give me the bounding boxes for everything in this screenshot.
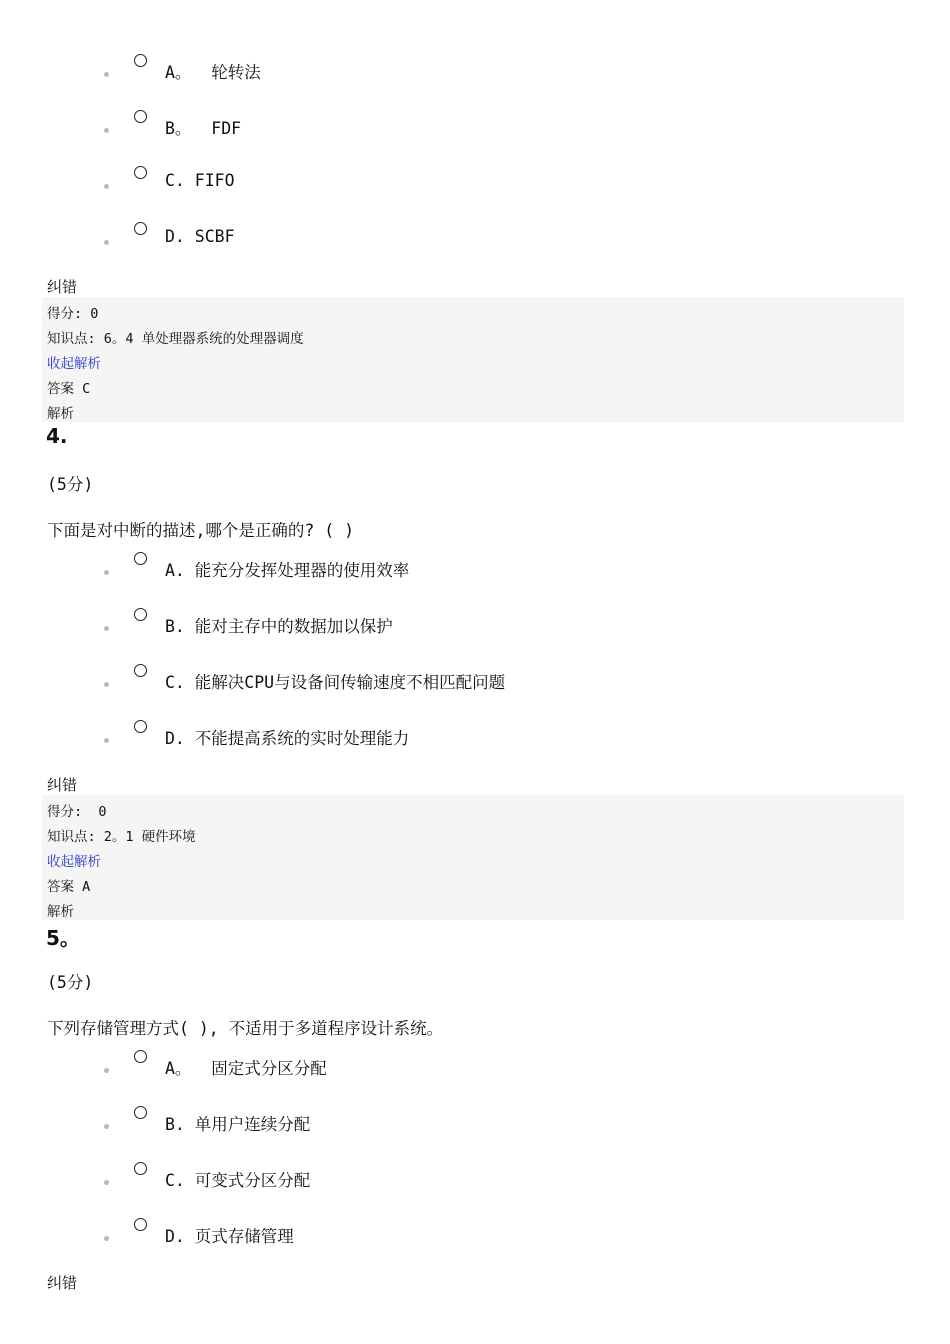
q4-option-c[interactable] [104, 672, 804, 702]
q5-option-d[interactable] [104, 1226, 804, 1256]
radio-button[interactable] [134, 1050, 147, 1063]
q3-answer: 答案 C [47, 381, 91, 397]
q3-result-panel [42, 297, 904, 422]
q4-analysis: 解析 [47, 904, 74, 920]
radio-button[interactable] [134, 1106, 147, 1119]
q4-points: (5分) [47, 475, 94, 494]
q4-correction-link[interactable]: 纠错 [47, 776, 78, 794]
radio-button[interactable] [134, 54, 147, 67]
q3-option-c[interactable] [104, 171, 804, 204]
option-label: C. FIFO [165, 171, 235, 190]
option-label: A. 能充分发挥处理器的使用效率 [165, 561, 410, 580]
q4-answer: 答案 A [47, 879, 91, 895]
q3-score: 得分: 0 [47, 306, 99, 322]
q3-option-a[interactable] [104, 62, 804, 92]
bullet-icon [104, 240, 109, 245]
q3-option-b[interactable] [104, 118, 804, 148]
option-label: D. 页式存储管理 [165, 1227, 294, 1246]
q4-number: 4. [46, 424, 68, 448]
q4-option-a[interactable] [104, 560, 804, 590]
q3-analysis: 解析 [47, 406, 74, 422]
q3-option-d[interactable] [104, 227, 804, 260]
radio-button[interactable] [134, 1162, 147, 1175]
q5-option-a[interactable] [104, 1058, 804, 1088]
radio-button[interactable] [134, 1218, 147, 1231]
bullet-icon [104, 570, 109, 575]
q5-question-text: 下列存储管理方式( ), 不适用于多道程序设计系统。 [47, 1019, 444, 1038]
bullet-icon [104, 1068, 109, 1073]
radio-button[interactable] [134, 608, 147, 621]
bullet-icon [104, 72, 109, 77]
bullet-icon [104, 1124, 109, 1129]
q4-question-text: 下面是对中断的描述,哪个是正确的? ( ) [47, 521, 355, 540]
q3-correction-link[interactable]: 纠错 [47, 278, 78, 296]
bullet-icon [104, 128, 109, 133]
option-label: B。 FDF [165, 119, 242, 138]
option-label: C. 能解决CPU与设备间传输速度不相匹配问题 [165, 673, 506, 692]
option-label: C. 可变式分区分配 [165, 1171, 311, 1190]
q4-knowledge-point: 知识点: 2。1 硬件环境 [47, 829, 196, 845]
option-label: B. 单用户连续分配 [165, 1115, 311, 1134]
q3-collapse-analysis-link[interactable]: 收起解析 [47, 356, 101, 372]
radio-button[interactable] [134, 222, 147, 235]
q5-correction-link[interactable]: 纠错 [47, 1274, 78, 1292]
q5-number: 5。 [46, 926, 80, 950]
radio-button[interactable] [134, 110, 147, 123]
q5-option-c[interactable] [104, 1170, 804, 1200]
bullet-icon [104, 184, 109, 189]
q4-collapse-analysis-link[interactable]: 收起解析 [47, 854, 101, 870]
bullet-icon [104, 1236, 109, 1241]
option-label: A。 轮转法 [165, 63, 261, 82]
radio-button[interactable] [134, 166, 147, 179]
q3-knowledge-point: 知识点: 6。4 单处理器系统的处理器调度 [47, 331, 304, 347]
option-label: B. 能对主存中的数据加以保护 [165, 617, 393, 636]
bullet-icon [104, 626, 109, 631]
q4-result-panel [42, 795, 904, 920]
q5-option-b[interactable] [104, 1114, 804, 1144]
q4-option-b[interactable] [104, 616, 804, 646]
radio-button[interactable] [134, 552, 147, 565]
q4-option-d[interactable] [104, 728, 804, 758]
q5-points: (5分) [47, 973, 94, 992]
q4-score: 得分: 0 [47, 804, 107, 820]
radio-button[interactable] [134, 720, 147, 733]
option-label: D. SCBF [165, 227, 235, 246]
bullet-icon [104, 738, 109, 743]
option-label: D. 不能提高系统的实时处理能力 [165, 729, 410, 748]
option-label: A。 固定式分区分配 [165, 1059, 327, 1078]
bullet-icon [104, 682, 109, 687]
radio-button[interactable] [134, 664, 147, 677]
bullet-icon [104, 1180, 109, 1185]
